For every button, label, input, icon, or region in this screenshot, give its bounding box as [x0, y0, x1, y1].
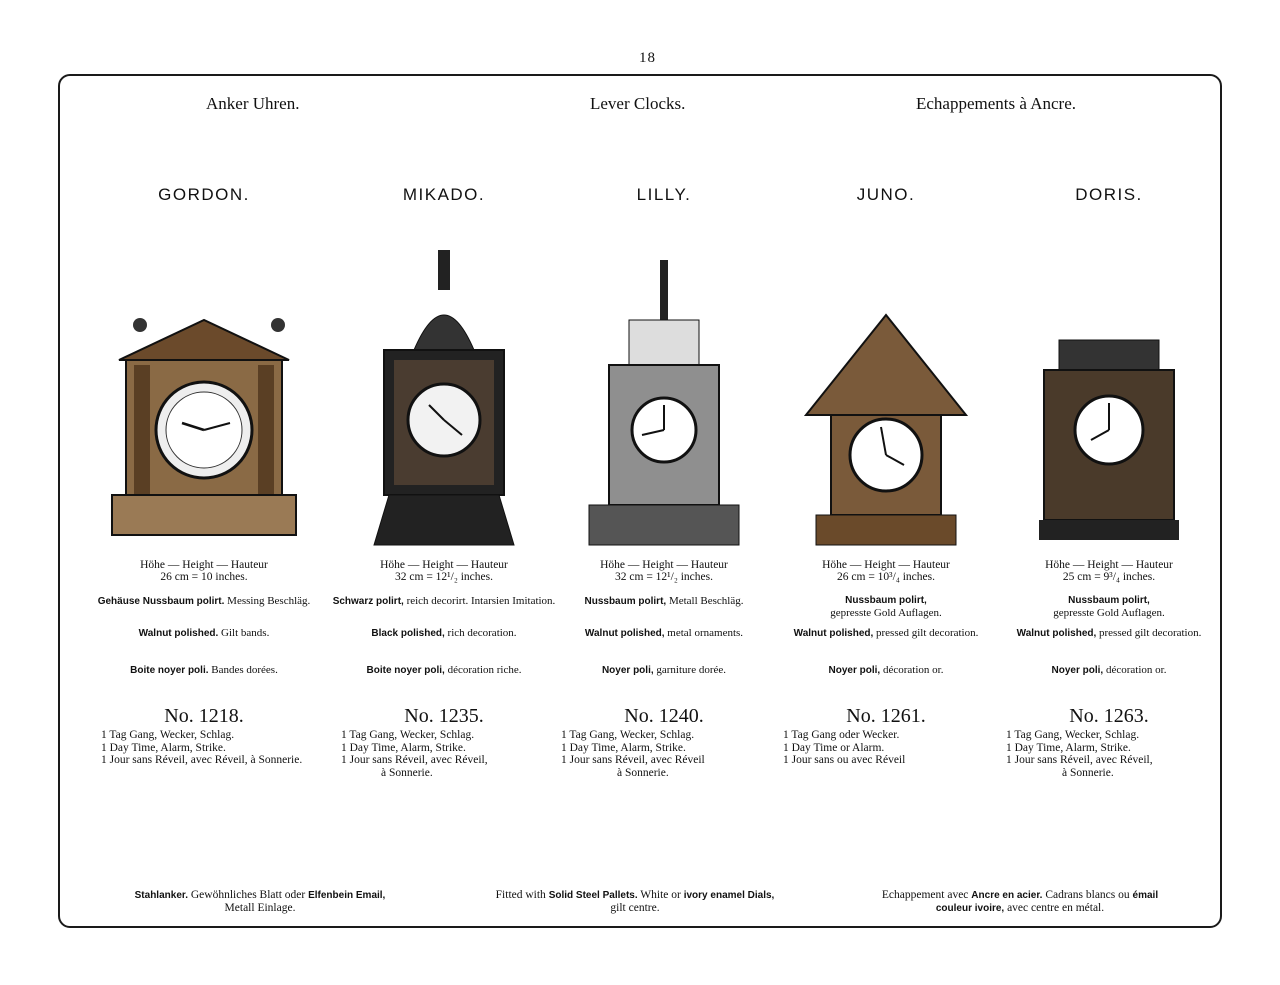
feature-item: 1 Jour sans Réveil, avec Réveil, à Sonnerie. — [101, 754, 303, 766]
feature-list — [79, 729, 329, 767]
description-fr: garniture dorée. — [656, 664, 727, 676]
footer-fr-text-2: Cadrans blancs ou — [1045, 889, 1130, 901]
description-de-bold: Gehäuse Nussbaum polirt. — [97, 596, 225, 607]
height-value: 26 cm = 10³/₄ inches. — [837, 571, 935, 583]
description-fr-bold: Boite noyer poli, — [366, 665, 445, 676]
clock-illustration-lilly — [554, 215, 774, 555]
description-de: gepresste Gold Auflagen. — [830, 607, 942, 619]
description-de: gepresste Gold Auflagen. — [1053, 607, 1165, 619]
footer-de-bold-2: Elfenbein Email, — [308, 890, 386, 901]
description-fr: décoration riche. — [447, 664, 522, 676]
description-de: reich decorirt. Intarsien Imitation. — [406, 595, 556, 607]
description-en-bold: Walnut polished, — [584, 628, 665, 639]
feature-list — [984, 729, 1234, 779]
clock-illustration-mikado — [334, 215, 554, 555]
description-en-bold: Black polished, — [371, 628, 445, 639]
clock-entry-mikado — [319, 185, 569, 779]
clock-entry-lilly — [539, 185, 789, 779]
height-label: Höhe — Height — Hauteur — [1045, 559, 1173, 571]
catalog-number: No. 1261. — [846, 705, 926, 727]
heading-german: Anker Uhren. — [206, 94, 300, 113]
feature-item: 1 Jour sans Réveil, avec Réveil, — [1006, 754, 1153, 766]
height-label: Höhe — Height — Hauteur — [600, 559, 728, 571]
clock-entry-juno — [761, 185, 1011, 767]
description-en-bold: Walnut polished, — [793, 628, 874, 639]
footer-de-text: Gewöhnliches Blatt oder — [190, 889, 306, 901]
clock-name: JUNO. — [856, 185, 916, 204]
feature-item: 1 Tag Gang, Wecker, Schlag. — [1006, 729, 1140, 741]
description-en: Gilt bands. — [221, 627, 270, 639]
footer-fr-text-3: avec centre en métal. — [1007, 902, 1105, 914]
footer-en-text-2: White or — [640, 889, 681, 901]
height-label: Höhe — Height — Hauteur — [822, 559, 950, 571]
feature-item: 1 Tag Gang, Wecker, Schlag. — [561, 729, 695, 741]
clock-entry-doris — [984, 185, 1234, 779]
feature-item: 1 Jour sans ou avec Réveil — [783, 754, 906, 766]
description-fr: Bandes dorées. — [211, 664, 278, 676]
footer-german — [100, 889, 420, 915]
clock-name: DORIS. — [1075, 185, 1143, 204]
description-en: rich decoration. — [447, 627, 517, 639]
description-fr-bold: Noyer poli, — [828, 665, 881, 676]
description-de-bold: Nussbaum polirt, — [1068, 595, 1150, 606]
clock-name: LILLY. — [636, 185, 692, 204]
description-de: Messing Beschläg. — [227, 595, 311, 607]
page-number: 18 — [639, 50, 656, 66]
footer-french — [845, 889, 1195, 915]
height-label: Höhe — Height — Hauteur — [380, 559, 508, 571]
feature-item: 1 Day Time, Alarm, Strike. — [1006, 741, 1131, 754]
description-en-bold: Walnut polished, — [1016, 628, 1097, 639]
description-fr: décoration or. — [1105, 664, 1167, 676]
heading-english: Lever Clocks. — [590, 94, 686, 113]
feature-item: à Sonnerie. — [1062, 766, 1114, 779]
heading-french: Echappements à Ancre. — [916, 94, 1077, 113]
description-fr: décoration or. — [882, 664, 944, 676]
height-value: 25 cm = 9³/₄ inches. — [1062, 571, 1156, 583]
height-value: 32 cm = 12¹/₂ inches. — [395, 571, 493, 583]
footer-fr-bold-3: couleur ivoire, — [935, 903, 1005, 914]
feature-item: 1 Day Time, Alarm, Strike. — [101, 741, 226, 754]
description-de: Metall Beschläg. — [668, 595, 744, 607]
feature-item: 1 Day Time, Alarm, Strike. — [341, 741, 466, 754]
description-fr-bold: Boite noyer poli. — [130, 665, 209, 676]
footer-fr-text: Echappement avec — [881, 889, 969, 901]
height-value: 32 cm = 12¹/₂ inches. — [615, 571, 713, 583]
description-de-bold: Nussbaum polirt, — [845, 595, 927, 606]
feature-item: à Sonnerie. — [381, 766, 433, 779]
description-en: pressed gilt decoration. — [1099, 627, 1202, 639]
catalog-number: No. 1263. — [1069, 705, 1149, 727]
description-de-bold: Nussbaum polirt, — [584, 596, 667, 607]
footer-en-bold-2: ivory enamel Dials, — [683, 890, 775, 901]
footer-fr-bold-2: émail — [1132, 890, 1159, 901]
feature-item: 1 Tag Gang, Wecker, Schlag. — [101, 729, 235, 741]
description-fr-bold: Noyer poli, — [601, 665, 654, 676]
footer-english — [455, 889, 815, 915]
feature-item: 1 Day Time or Alarm. — [783, 741, 885, 754]
clock-name: MIKADO. — [402, 185, 486, 204]
height-value: 26 cm = 10 inches. — [160, 571, 248, 583]
clock-illustration-juno — [776, 215, 996, 555]
feature-item: 1 Tag Gang, Wecker, Schlag. — [341, 729, 475, 741]
height-label: Höhe — Height — Hauteur — [140, 559, 268, 571]
footer-en-bold: Solid Steel Pallets. — [548, 890, 638, 901]
footer-en-text-3: gilt centre. — [610, 902, 660, 914]
description-de-bold: Schwarz polirt, — [332, 596, 404, 607]
feature-list — [761, 729, 1011, 767]
feature-item: 1 Jour sans Réveil, avec Réveil — [561, 754, 705, 766]
clock-entry-gordon — [79, 185, 329, 767]
footer-en-text: Fitted with — [495, 889, 546, 901]
feature-list — [319, 729, 569, 779]
feature-list — [539, 729, 789, 779]
feature-item: à Sonnerie. — [617, 766, 669, 779]
feature-item: 1 Jour sans Réveil, avec Réveil, — [341, 754, 488, 766]
catalog-number: No. 1240. — [624, 705, 704, 727]
feature-item: 1 Tag Gang oder Wecker. — [783, 729, 900, 741]
description-en: metal ornaments. — [667, 627, 744, 639]
description-fr-bold: Noyer poli, — [1051, 665, 1104, 676]
description-en-bold: Walnut polished. — [138, 628, 219, 639]
clock-illustration-gordon — [94, 215, 314, 555]
catalog-number: No. 1235. — [404, 705, 484, 727]
footer-fr-bold: Ancre en acier. — [971, 890, 1043, 901]
feature-item: 1 Day Time, Alarm, Strike. — [561, 741, 686, 754]
footer-de-text-2: Metall Einlage. — [224, 902, 296, 914]
catalog-number: No. 1218. — [164, 705, 244, 727]
footer-de-bold: Stahlanker. — [134, 890, 188, 901]
clock-name: GORDON. — [158, 185, 250, 204]
description-en: pressed gilt decoration. — [876, 627, 979, 639]
clock-illustration-doris — [999, 215, 1219, 555]
